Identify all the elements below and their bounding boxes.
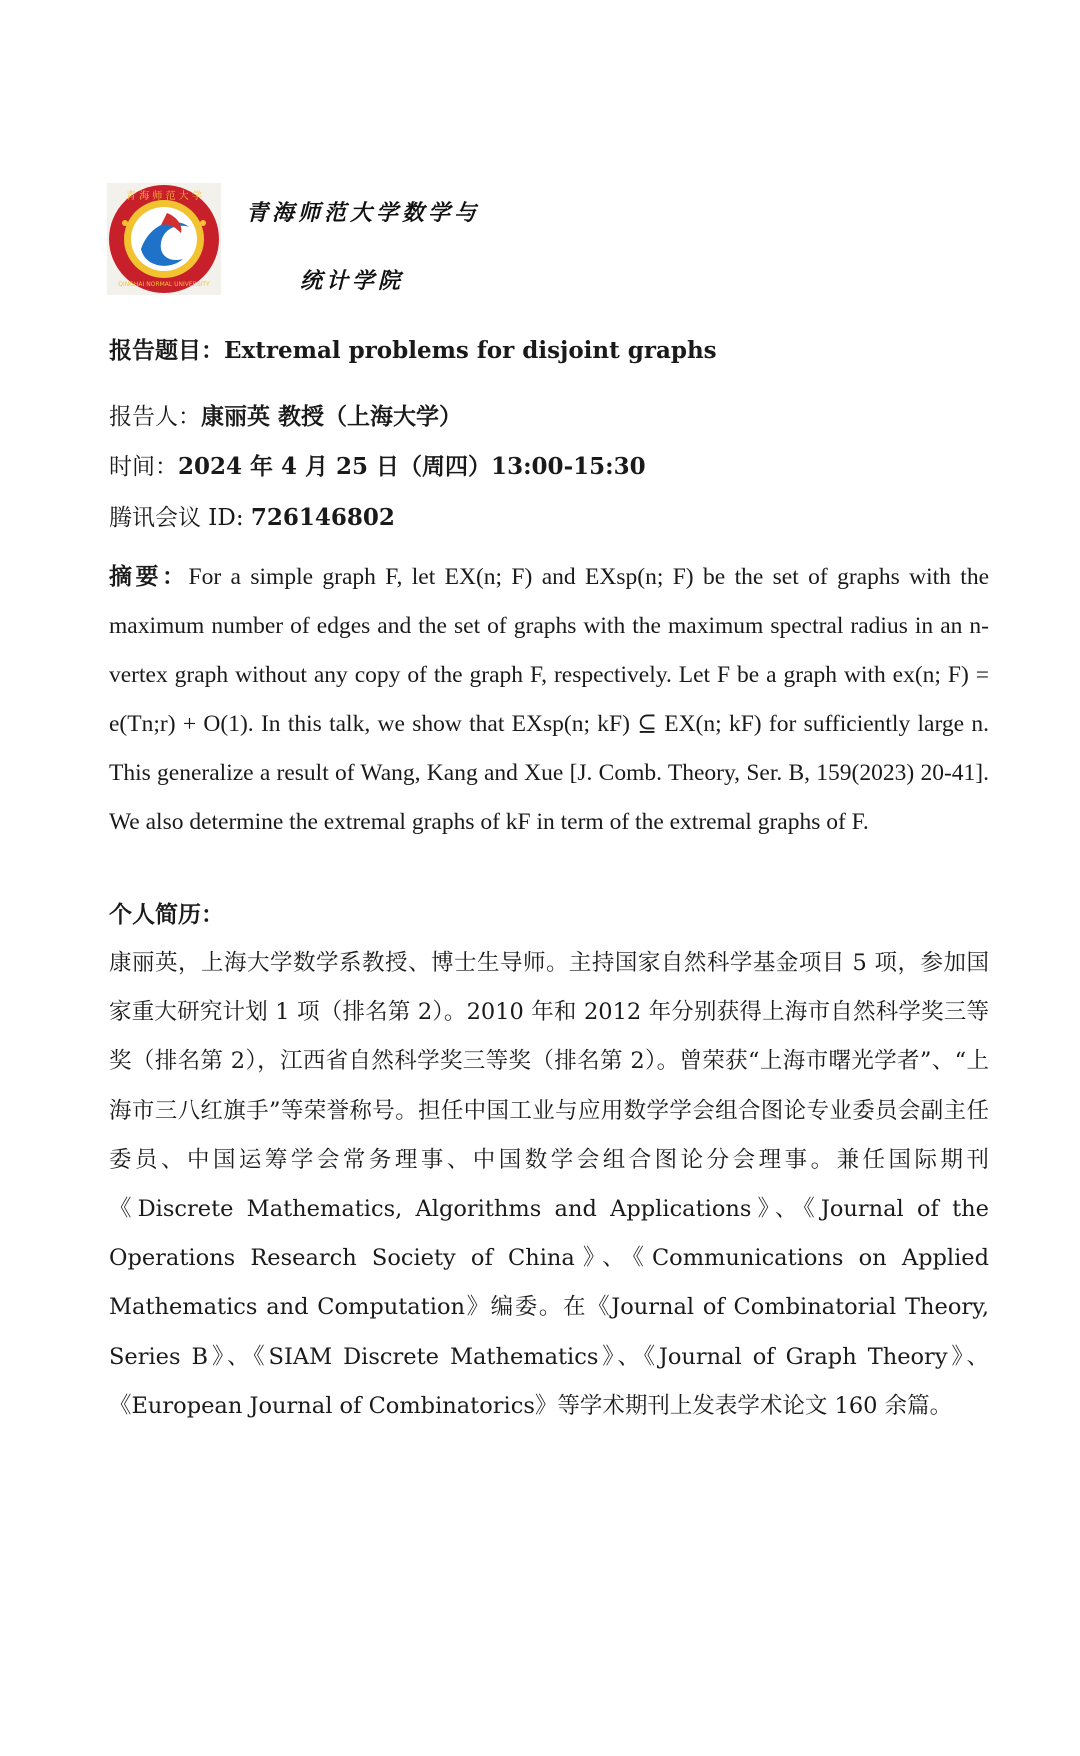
time-row bbox=[109, 448, 646, 481]
meeting-id: 726146802 bbox=[250, 504, 395, 531]
time-label: 时间： bbox=[109, 454, 178, 480]
bio-paragraph: 康丽英，上海大学数学系教授、博士生导师。主持国家自然科学基金项目 5 项，参加国家重大研究计划 1 项（排名第 2）。2010 年和 2012 年分别获得上海市自然科学奖三等奖（排名第 2），江西省自然科学奖三等奖（排名第 2）。曾荣获“上海市曙光学者”、“上海市三八红旗手”等荣誉称号。担任中国工业与应用数学学会组合图论专业委员会副主任委员、中国运筹学会常务理事、中国数学会组合图论分会理事。兼任国际期刊《Discrete Mathematics, Algorithms and Applications》、《Journal of the Operations Research Society of China》、《Communications on Applied Mathematics and Computation》编委。在《Journal of Combinatorial Theory, Series B》、《SIAM Discrete Mathematics》、《Journal of Graph Theory》、《European Journal of Combinatorics》等学术期刊上发表学术论文 160 余篇。 bbox=[109, 950, 989, 1419]
abstract-text: For a simple graph F, let EX(n; F) and EXsp(n; F) be the set of graphs with the maximum number of edges and the set of graphs with the maximum spectral radius in an n-vertex graph without any copy of the graph F, respectively. Let F be a graph with ex(n; F) = e(Tn;r) + O(1). In this talk, we show that EXsp(n; kF) ⊆ EX(n; kF) for sufficiently large n. This generalize a result of Wang, Kang and Xue [J. Comb. Theory, Ser. B, 159(2023) 20-41]. We also determine the extremal graphs of kF in term of the extremal graphs of F. bbox=[109, 564, 990, 835]
seal-text: 青 海 师 范 大 学 bbox=[126, 191, 202, 202]
talk-title: Extremal problems for disjoint graphs bbox=[224, 337, 717, 364]
abstract-label: 摘要： bbox=[109, 563, 189, 590]
meeting-row bbox=[109, 499, 395, 532]
talk-title-row bbox=[109, 332, 717, 365]
speaker-row bbox=[109, 398, 462, 431]
speaker-label: 报告人： bbox=[109, 404, 201, 430]
school-name-line1: 青海师范大学数学与 bbox=[246, 200, 481, 226]
talk-title-label: 报告题目： bbox=[109, 337, 224, 364]
abstract-paragraph bbox=[109, 552, 989, 847]
bio-heading: 个人简历： bbox=[109, 901, 224, 928]
speaker-name: 康丽英 教授（上海大学） bbox=[201, 403, 463, 430]
school-name-line2: 统计学院 bbox=[300, 268, 405, 294]
university-seal-icon bbox=[107, 183, 221, 295]
seal-text-en: QINGHAI NORMAL UNIVERSITY bbox=[118, 281, 210, 288]
meeting-label: 腾讯会议 ID: bbox=[109, 505, 251, 531]
talk-time: 2024 年 4 月 25 日（周四）13:00-15:30 bbox=[178, 453, 646, 480]
